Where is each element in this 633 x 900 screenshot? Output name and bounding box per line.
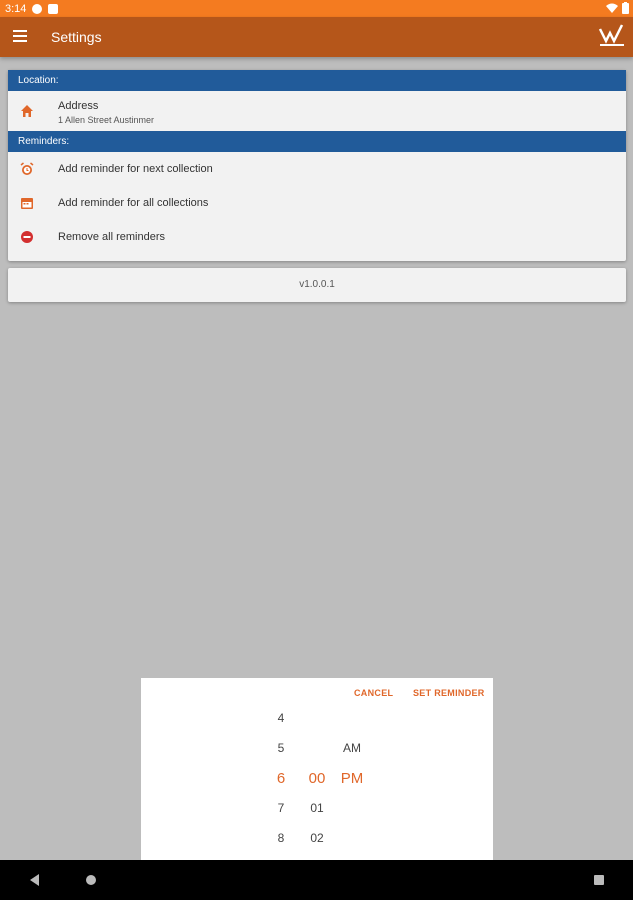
alarm-clock-icon [20, 162, 34, 176]
version-label: v1.0.0.1 [299, 279, 335, 290]
period-option[interactable]: AM [343, 741, 361, 755]
battery-icon [622, 2, 629, 14]
home-button-icon[interactable] [86, 875, 96, 885]
hour-option[interactable]: 4 [277, 711, 285, 725]
reminder-all-row[interactable] [8, 186, 626, 220]
hamburger-menu-icon[interactable] [13, 30, 27, 42]
status-bar [0, 0, 633, 17]
home-icon [20, 104, 34, 118]
address-row[interactable] [8, 91, 626, 131]
cancel-button[interactable]: CANCEL [354, 688, 394, 698]
remove-reminders-label: Remove all reminders [58, 231, 165, 243]
reminder-all-label: Add reminder for all collections [58, 197, 209, 209]
back-icon[interactable] [30, 874, 39, 886]
minute-option[interactable]: 02 [310, 831, 324, 845]
settings-card [8, 70, 626, 261]
reminder-next-row[interactable] [8, 152, 626, 186]
system-nav-bar [0, 860, 633, 900]
council-logo-icon [597, 21, 627, 51]
location-header: Location: [8, 70, 626, 91]
minute-selected[interactable]: 00 [308, 770, 326, 787]
notification-icon [32, 4, 42, 14]
address-label: Address [58, 100, 99, 112]
minute-option[interactable]: 01 [310, 801, 324, 815]
period-selected[interactable]: PM [340, 770, 364, 787]
hour-option[interactable]: 8 [277, 831, 285, 845]
notification-icon-2 [48, 4, 58, 14]
time-picker-dialog [141, 678, 493, 860]
hour-selected[interactable]: 6 [276, 770, 286, 787]
hour-option[interactable]: 7 [277, 801, 285, 815]
address-value: 1 Allen Street Austinmer [58, 115, 155, 125]
remove-reminders-row[interactable] [8, 220, 626, 254]
page-title: Settings [51, 29, 102, 45]
reminders-header: Reminders: [8, 131, 626, 152]
wifi-icon [606, 3, 618, 13]
remove-circle-icon [20, 230, 34, 244]
reminder-next-label: Add reminder for next collection [58, 163, 213, 175]
hour-option[interactable]: 5 [277, 741, 285, 755]
recents-icon[interactable] [594, 875, 604, 885]
version-card [8, 268, 626, 302]
set-reminder-button[interactable]: SET REMINDER [413, 688, 485, 698]
calendar-icon [20, 196, 34, 210]
status-time: 3:14 [5, 2, 27, 15]
app-bar [0, 17, 633, 57]
